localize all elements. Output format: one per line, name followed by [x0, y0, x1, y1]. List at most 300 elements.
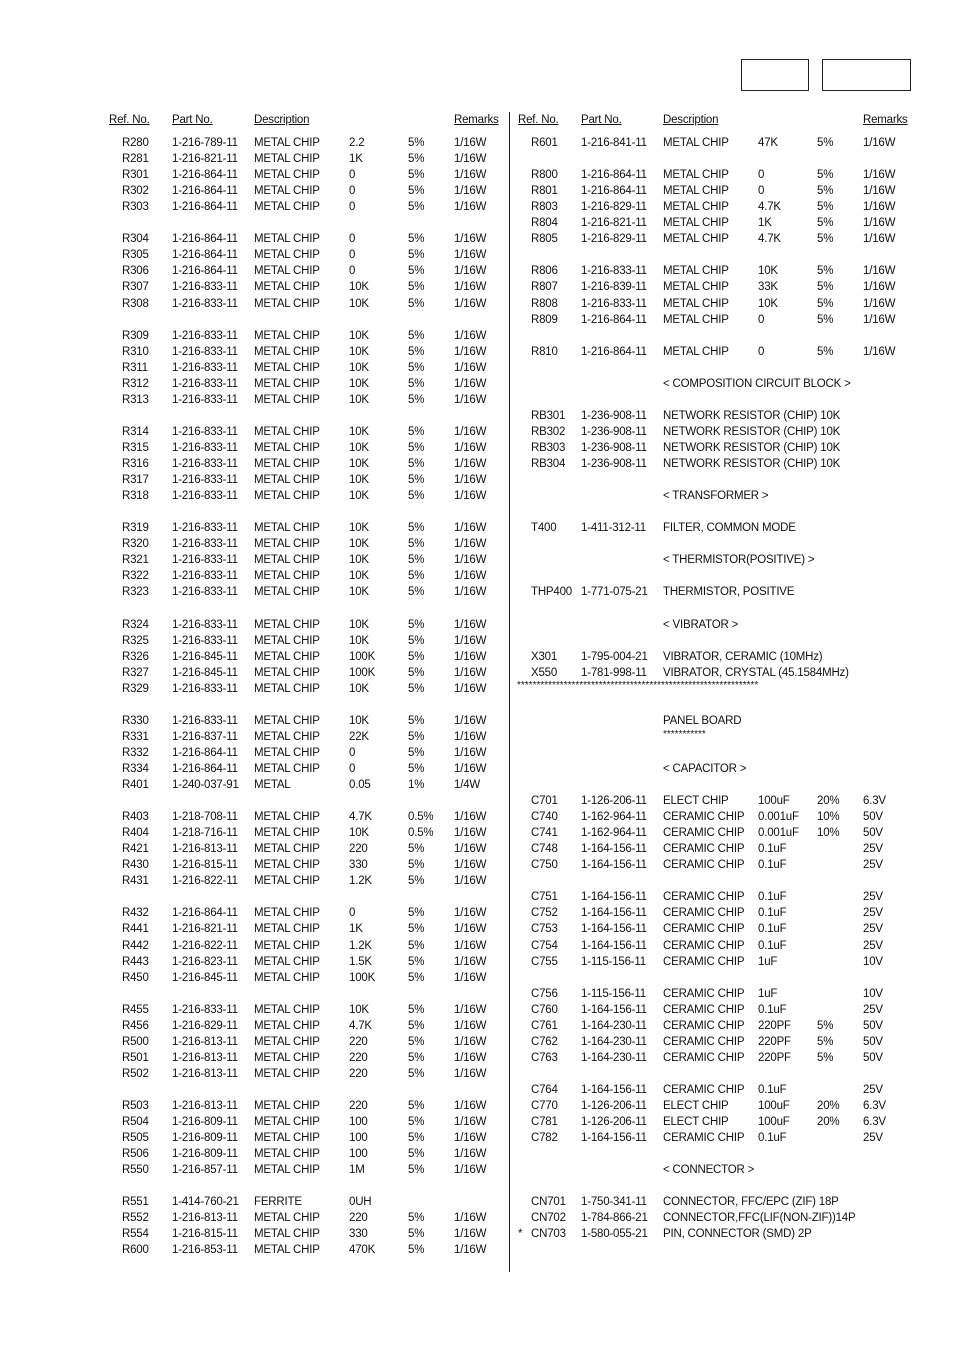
ref-no-cell: C763: [531, 1051, 558, 1064]
tolerance-cell: 5%: [408, 746, 425, 759]
description-cell: METAL CHIP: [254, 843, 320, 856]
part-no-cell: 1-164-156-11: [581, 843, 647, 856]
part-no-cell: 1-795-004-21: [581, 650, 648, 663]
description-cell: METAL CHIP: [254, 1148, 320, 1161]
description-cell: METAL CHIP: [254, 538, 320, 551]
description-cell: CERAMIC CHIP: [663, 1035, 745, 1048]
part-no-cell: 1-216-833-11: [172, 377, 238, 390]
remarks-cell: 1/16W: [454, 666, 487, 679]
remarks-cell: 1/16W: [454, 1164, 487, 1177]
part-no-cell: 1-216-845-11: [172, 971, 238, 984]
value-cell: 10K: [349, 425, 369, 438]
value-cell: 0.1uF: [758, 859, 787, 872]
remarks-cell: 1/16W: [454, 1116, 487, 1129]
description-cell: METAL CHIP: [254, 297, 320, 310]
description-cell: NETWORK RESISTOR (CHIP) 10K: [663, 409, 841, 422]
part-no-cell: 1-216-864-11: [172, 762, 238, 775]
value-cell: 100: [349, 1116, 368, 1129]
description-cell: METAL CHIP: [254, 1132, 320, 1145]
ref-no-cell: R500: [122, 1035, 149, 1048]
ref-no-cell: RB301: [531, 409, 566, 422]
remarks-cell: 50V: [863, 811, 883, 824]
remarks-cell: 1/16W: [454, 137, 487, 149]
description-cell: METAL CHIP: [254, 923, 320, 936]
remarks-cell: 50V: [863, 1035, 883, 1048]
safety-mark: *: [518, 1228, 523, 1241]
description-cell: CONNECTOR,FFC(LIF(NON-ZIF))14P: [663, 1212, 856, 1225]
value-cell: 4.7K: [758, 201, 781, 214]
ref-no-cell: R331: [122, 730, 149, 743]
value-cell: 100: [349, 1132, 368, 1145]
part-no-cell: 1-126-206-11: [581, 795, 647, 808]
part-no-cell: 1-771-075-21: [581, 586, 648, 599]
description-cell: METAL CHIP: [254, 650, 320, 663]
tolerance-cell: 20%: [817, 1100, 840, 1112]
part-no-cell: 1-216-864-11: [581, 185, 647, 198]
remarks-cell: 1/16W: [454, 618, 487, 631]
description-cell: METAL CHIP: [254, 554, 320, 567]
section-heading-text: < THERMISTOR(POSITIVE) >: [663, 554, 815, 567]
ref-no-cell: R450: [122, 971, 149, 984]
part-no-cell: 1-216-841-11: [581, 137, 647, 149]
description-cell: METAL CHIP: [254, 682, 320, 695]
header-box-right: [822, 59, 911, 91]
value-cell: 220: [349, 1035, 368, 1048]
tolerance-cell: 10%: [817, 811, 840, 824]
remarks-cell: 1/16W: [454, 827, 487, 840]
header-part-no: Part No.: [581, 114, 622, 126]
ref-no-cell: R421: [122, 843, 149, 856]
part-no-cell: 1-216-821-11: [172, 153, 238, 166]
description-cell: METAL CHIP: [663, 297, 729, 310]
remarks-cell: 1/16W: [454, 1067, 487, 1080]
tolerance-cell: 5%: [408, 169, 425, 182]
remarks-cell: 1/16W: [863, 217, 896, 230]
remarks-cell: 25V: [863, 907, 883, 920]
description-cell: METAL CHIP: [663, 281, 729, 294]
remarks-cell: 1/16W: [454, 249, 487, 262]
value-cell: 10K: [349, 361, 369, 374]
part-no-cell: 1-216-833-11: [172, 586, 238, 599]
part-no-cell: 1-216-837-11: [172, 730, 238, 743]
ref-no-cell: R805: [531, 233, 558, 246]
header-description: Description: [663, 114, 719, 126]
remarks-cell: 1/16W: [454, 682, 487, 695]
part-no-cell: 1-216-809-11: [172, 1132, 238, 1145]
tolerance-cell: 5%: [408, 1148, 425, 1161]
description-cell: FERRITE: [254, 1196, 302, 1209]
description-cell: METAL CHIP: [254, 811, 320, 824]
ref-no-cell: CN703: [531, 1228, 566, 1241]
ref-no-cell: C751: [531, 891, 558, 904]
tolerance-cell: 5%: [408, 843, 425, 856]
description-cell: NETWORK RESISTOR (CHIP) 10K: [663, 441, 841, 454]
tolerance-cell: 5%: [408, 1100, 425, 1112]
remarks-cell: 1/16W: [454, 1051, 487, 1064]
tolerance-cell: 5%: [408, 393, 425, 406]
value-cell: 0: [349, 201, 356, 214]
ref-no-cell: R323: [122, 586, 149, 599]
part-no-cell: 1-216-864-11: [172, 907, 238, 920]
description-cell: METAL CHIP: [254, 730, 320, 743]
ref-no-cell: R456: [122, 1019, 149, 1032]
part-no-cell: 1-216-833-11: [172, 682, 238, 695]
tolerance-cell: 5%: [408, 618, 425, 631]
tolerance-cell: 5%: [408, 538, 425, 551]
part-no-cell: 1-164-230-11: [581, 1035, 647, 1048]
value-cell: 10K: [349, 634, 369, 647]
ref-no-cell: C764: [531, 1083, 558, 1096]
value-cell: 1.2K: [349, 939, 372, 952]
description-cell: METAL CHIP: [663, 345, 729, 358]
tolerance-cell: 5%: [817, 137, 834, 149]
description-cell: CERAMIC CHIP: [663, 1003, 745, 1016]
remarks-cell: 25V: [863, 1003, 883, 1016]
ref-no-cell: R601: [531, 137, 558, 149]
remarks-cell: 1/16W: [454, 811, 487, 824]
value-cell: 100uF: [758, 1116, 790, 1129]
description-cell: METAL CHIP: [663, 233, 729, 246]
ref-no-cell: R600: [122, 1244, 149, 1257]
value-cell: 4.7K: [758, 233, 781, 246]
ref-no-cell: R327: [122, 666, 149, 679]
part-no-cell: 1-115-156-11: [581, 955, 646, 968]
tolerance-cell: 5%: [408, 153, 425, 166]
tolerance-cell: 5%: [408, 634, 425, 647]
value-cell: 10K: [349, 393, 369, 406]
part-no-cell: 1-236-908-11: [581, 425, 647, 438]
header-ref-no: Ref. No.: [518, 114, 559, 126]
header-ref-no: Ref. No.: [109, 114, 150, 126]
value-cell: 10K: [349, 297, 369, 310]
ref-no-cell: R804: [531, 217, 558, 230]
part-no-cell: 1-216-853-11: [172, 1244, 238, 1257]
description-cell: METAL CHIP: [254, 265, 320, 278]
remarks-cell: 1/16W: [454, 1003, 487, 1016]
ref-no-cell: C755: [531, 955, 558, 968]
part-no-cell: 1-218-708-11: [172, 811, 238, 824]
ref-no-cell: C770: [531, 1100, 558, 1112]
part-no-cell: 1-216-789-11: [172, 137, 238, 149]
value-cell: 10K: [349, 490, 369, 503]
description-cell: METAL CHIP: [254, 971, 320, 984]
remarks-cell: 1/16W: [454, 153, 487, 166]
ref-no-cell: R552: [122, 1212, 149, 1225]
remarks-cell: 1/16W: [454, 1100, 487, 1112]
description-cell: METAL CHIP: [254, 153, 320, 166]
description-cell: METAL CHIP: [254, 586, 320, 599]
section-heading-text: < TRANSFORMER >: [663, 490, 769, 503]
ref-no-cell: R307: [122, 281, 149, 294]
value-cell: 1uF: [758, 955, 778, 968]
description-cell: CERAMIC CHIP: [663, 923, 745, 936]
remarks-cell: 50V: [863, 827, 883, 840]
part-no-cell: 1-750-341-11: [581, 1196, 647, 1209]
tolerance-cell: 5%: [408, 714, 425, 727]
value-cell: 220: [349, 1051, 368, 1064]
tolerance-cell: 5%: [408, 249, 425, 262]
part-no-cell: 1-164-156-11: [581, 1083, 647, 1096]
description-cell: METAL CHIP: [663, 265, 729, 278]
part-no-cell: 1-216-833-11: [172, 329, 238, 342]
remarks-cell: 1/16W: [454, 714, 487, 727]
part-no-cell: 1-216-822-11: [172, 939, 238, 952]
value-cell: 100K: [349, 650, 376, 663]
description-cell: METAL CHIP: [254, 522, 320, 535]
value-cell: 4.7K: [349, 811, 372, 824]
remarks-cell: 1/16W: [454, 554, 487, 567]
part-no-cell: 1-216-833-11: [581, 265, 647, 278]
value-cell: 10K: [349, 377, 369, 390]
value-cell: 0.1uF: [758, 1003, 787, 1016]
ref-no-cell: C741: [531, 827, 558, 840]
header-remarks: Remarks: [863, 114, 908, 126]
ref-no-cell: THP400: [531, 586, 572, 599]
description-cell: METAL CHIP: [254, 1228, 320, 1241]
ref-no-cell: R403: [122, 811, 149, 824]
remarks-cell: 1/16W: [454, 586, 487, 599]
ref-no-cell: R303: [122, 201, 149, 214]
tolerance-cell: 5%: [817, 217, 834, 230]
remarks-cell: 1/4W: [454, 779, 481, 791]
part-no-cell: 1-216-864-11: [172, 169, 238, 182]
description-cell: METAL CHIP: [254, 281, 320, 294]
ref-no-cell: R455: [122, 1003, 149, 1016]
remarks-cell: 1/16W: [454, 1035, 487, 1048]
panel-board-underline: ***********: [663, 729, 706, 740]
description-cell: METAL CHIP: [254, 474, 320, 487]
value-cell: 0.1uF: [758, 843, 787, 856]
tolerance-cell: 5%: [817, 233, 834, 246]
description-cell: VIBRATOR, CERAMIC (10MHz): [663, 650, 823, 663]
part-no-cell: 1-216-833-11: [581, 297, 647, 310]
value-cell: 2.2: [349, 137, 365, 149]
value-cell: 0.001uF: [758, 827, 799, 840]
tolerance-cell: 5%: [817, 1051, 834, 1064]
part-no-cell: 1-126-206-11: [581, 1100, 647, 1112]
description-cell: METAL: [254, 779, 291, 791]
value-cell: 470K: [349, 1244, 376, 1257]
ref-no-cell: CN702: [531, 1212, 566, 1225]
part-no-cell: 1-236-908-11: [581, 409, 647, 422]
description-cell: CERAMIC CHIP: [663, 907, 745, 920]
value-cell: 10K: [349, 522, 369, 535]
part-no-cell: 1-216-845-11: [172, 666, 238, 679]
description-cell: METAL CHIP: [254, 875, 320, 888]
remarks-cell: 1/16W: [454, 377, 487, 390]
value-cell: 0: [758, 345, 765, 358]
tolerance-cell: 5%: [408, 762, 425, 775]
part-no-cell: 1-216-815-11: [172, 859, 238, 872]
description-cell: METAL CHIP: [254, 1019, 320, 1032]
tolerance-cell: 5%: [408, 923, 425, 936]
description-cell: CERAMIC CHIP: [663, 955, 745, 968]
value-cell: 1K: [349, 153, 363, 166]
ref-no-cell: R334: [122, 762, 149, 775]
ref-no-cell: R442: [122, 939, 149, 952]
section-heading-text: < CAPACITOR >: [663, 762, 747, 775]
description-cell: METAL CHIP: [254, 1116, 320, 1129]
part-no-cell: 1-216-829-11: [581, 233, 647, 246]
part-no-cell: 1-236-908-11: [581, 441, 647, 454]
description-cell: METAL CHIP: [254, 1212, 320, 1225]
ref-no-cell: R305: [122, 249, 149, 262]
ref-no-cell: R432: [122, 907, 149, 920]
remarks-cell: 1/16W: [454, 361, 487, 374]
part-no-cell: 1-216-833-11: [172, 393, 238, 406]
ref-no-cell: R312: [122, 377, 149, 390]
ref-no-cell: RB303: [531, 441, 566, 454]
part-no-cell: 1-164-156-11: [581, 907, 647, 920]
description-cell: METAL CHIP: [254, 233, 320, 246]
value-cell: 10K: [349, 538, 369, 551]
remarks-cell: 6.3V: [863, 1116, 886, 1129]
tolerance-cell: 5%: [408, 185, 425, 198]
value-cell: 100: [349, 1148, 368, 1161]
tolerance-cell: 5%: [408, 554, 425, 567]
tolerance-cell: 5%: [408, 1212, 425, 1225]
tolerance-cell: 5%: [408, 441, 425, 454]
header-part-no: Part No.: [172, 114, 213, 126]
value-cell: 10K: [349, 827, 369, 840]
part-no-cell: 1-164-156-11: [581, 1132, 647, 1145]
value-cell: 1.2K: [349, 875, 372, 888]
part-no-cell: 1-216-829-11: [172, 1019, 238, 1032]
part-no-cell: 1-164-230-11: [581, 1051, 647, 1064]
value-cell: 10K: [758, 265, 778, 278]
ref-no-cell: R332: [122, 746, 149, 759]
value-cell: 330: [349, 1228, 368, 1241]
remarks-cell: 1/16W: [454, 329, 487, 342]
description-cell: METAL CHIP: [663, 313, 729, 326]
value-cell: 100uF: [758, 795, 790, 808]
description-cell: METAL CHIP: [254, 377, 320, 390]
value-cell: 10K: [349, 329, 369, 342]
right-column-headers: [0, 112, 954, 128]
tolerance-cell: 5%: [817, 281, 834, 294]
tolerance-cell: 5%: [408, 907, 425, 920]
ref-no-cell: R431: [122, 875, 149, 888]
ref-no-cell: R319: [122, 522, 149, 535]
tolerance-cell: 5%: [408, 377, 425, 390]
description-cell: VIBRATOR, CRYSTAL (45.1584MHz): [663, 666, 849, 679]
remarks-cell: 1/16W: [863, 297, 896, 310]
ref-no-cell: C754: [531, 939, 558, 952]
ref-no-cell: C760: [531, 1003, 558, 1016]
remarks-cell: 1/16W: [454, 875, 487, 888]
description-cell: METAL CHIP: [254, 666, 320, 679]
ref-no-cell: R317: [122, 474, 149, 487]
tolerance-cell: 5%: [408, 1019, 425, 1032]
description-cell: METAL CHIP: [254, 1003, 320, 1016]
part-no-cell: 1-162-964-11: [581, 811, 647, 824]
part-no-cell: 1-216-813-11: [172, 1051, 238, 1064]
remarks-cell: 1/16W: [454, 490, 487, 503]
ref-no-cell: R314: [122, 425, 149, 438]
part-no-cell: 1-216-833-11: [172, 441, 238, 454]
ref-no-cell: R310: [122, 345, 149, 358]
ref-no-cell: R320: [122, 538, 149, 551]
ref-no-cell: R443: [122, 955, 149, 968]
value-cell: 0.1uF: [758, 923, 787, 936]
ref-no-cell: R809: [531, 313, 558, 326]
tolerance-cell: 5%: [408, 1228, 425, 1241]
description-cell: METAL CHIP: [254, 393, 320, 406]
part-no-cell: 1-216-864-11: [172, 201, 238, 214]
value-cell: 100uF: [758, 1100, 790, 1112]
ref-no-cell: R321: [122, 554, 149, 567]
value-cell: 10K: [349, 570, 369, 583]
ref-no-cell: R322: [122, 570, 149, 583]
part-no-cell: 1-216-813-11: [172, 1100, 238, 1112]
tolerance-cell: 5%: [408, 1244, 425, 1257]
part-no-cell: 1-236-908-11: [581, 458, 647, 470]
part-no-cell: 1-216-833-11: [172, 618, 238, 631]
value-cell: 0: [758, 313, 765, 326]
ref-no-cell: R430: [122, 859, 149, 872]
value-cell: 0: [349, 249, 356, 262]
remarks-cell: 1/16W: [454, 1212, 487, 1225]
part-no-cell: 1-216-833-11: [172, 281, 238, 294]
part-no-cell: 1-216-864-11: [172, 249, 238, 262]
description-cell: METAL CHIP: [254, 955, 320, 968]
description-cell: METAL CHIP: [254, 1051, 320, 1064]
ref-no-cell: RB304: [531, 458, 566, 470]
ref-no-cell: R808: [531, 297, 558, 310]
value-cell: 10K: [758, 297, 778, 310]
remarks-cell: 50V: [863, 1051, 883, 1064]
value-cell: 0: [349, 265, 356, 278]
value-cell: 100K: [349, 971, 376, 984]
remarks-cell: 1/16W: [454, 923, 487, 936]
tolerance-cell: 5%: [408, 730, 425, 743]
ref-no-cell: R326: [122, 650, 149, 663]
part-no-cell: 1-216-833-11: [172, 554, 238, 567]
header-remarks: Remarks: [454, 114, 499, 126]
part-no-cell: 1-216-864-11: [581, 345, 647, 358]
description-cell: NETWORK RESISTOR (CHIP) 10K: [663, 458, 841, 470]
remarks-cell: 25V: [863, 843, 883, 856]
value-cell: 1K: [758, 217, 772, 230]
remarks-cell: 1/16W: [454, 1244, 487, 1257]
ref-no-cell: R502: [122, 1067, 149, 1080]
tolerance-cell: 5%: [408, 1003, 425, 1016]
ref-no-cell: C762: [531, 1035, 558, 1048]
part-no-cell: 1-162-964-11: [581, 827, 647, 840]
value-cell: 220PF: [758, 1035, 791, 1048]
value-cell: 0: [349, 169, 356, 182]
value-cell: 10K: [349, 474, 369, 487]
ref-no-cell: C756: [531, 987, 558, 1000]
part-no-cell: 1-781-998-11: [581, 666, 647, 679]
remarks-cell: 1/16W: [454, 907, 487, 920]
value-cell: 220: [349, 1212, 368, 1225]
tolerance-cell: 5%: [408, 955, 425, 968]
remarks-cell: 6.3V: [863, 795, 886, 808]
tolerance-cell: 5%: [408, 1132, 425, 1145]
section-separator-stars: **************************************************************: [517, 680, 759, 691]
part-no-cell: 1-216-815-11: [172, 1228, 238, 1241]
value-cell: 10K: [349, 441, 369, 454]
tolerance-cell: 1%: [408, 779, 425, 791]
ref-no-cell: R554: [122, 1228, 149, 1241]
value-cell: 1uF: [758, 987, 778, 1000]
remarks-cell: 1/16W: [454, 634, 487, 647]
value-cell: 0.1uF: [758, 1083, 787, 1096]
part-no-cell: 1-216-857-11: [172, 1164, 238, 1177]
part-no-cell: 1-216-822-11: [172, 875, 238, 888]
header-box-left: [741, 59, 809, 91]
